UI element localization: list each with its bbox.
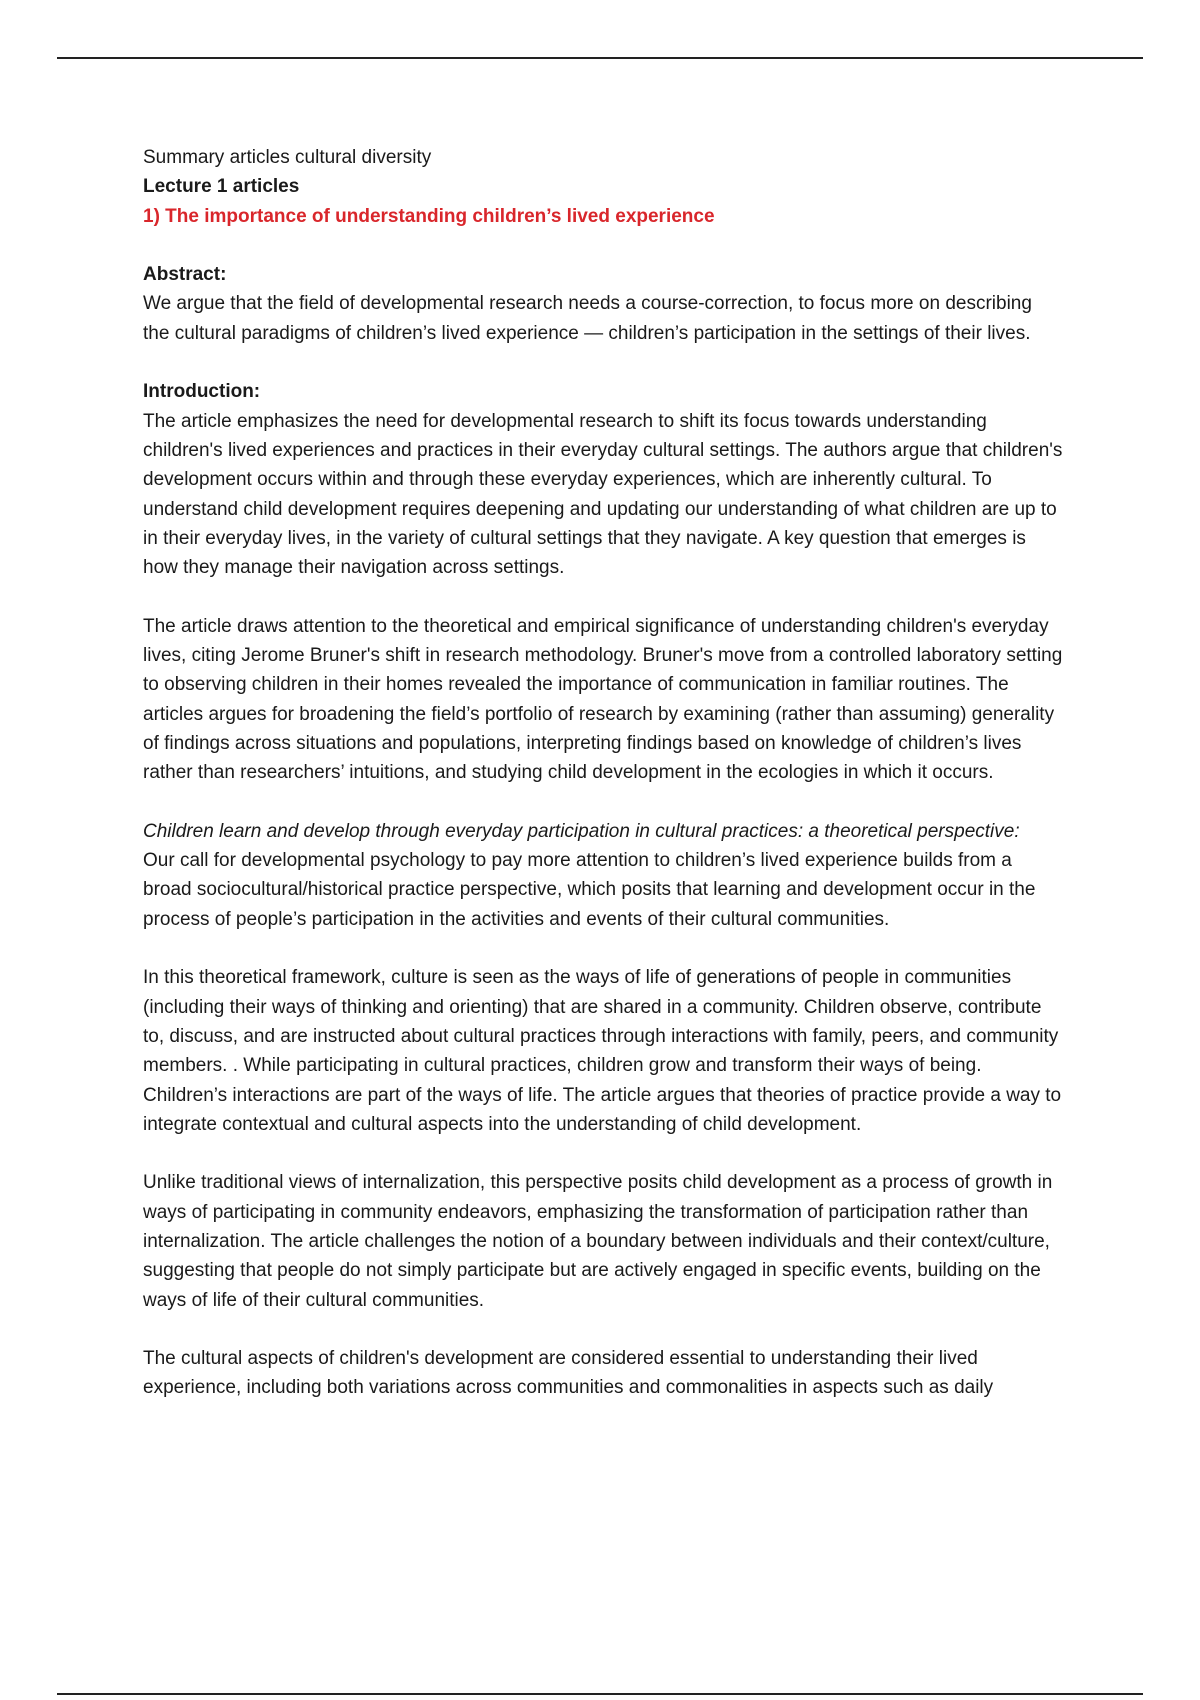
theory-heading: Children learn and develop through everyday participation in cultural practices: a theoretical perspective: bbox=[143, 820, 1020, 842]
introduction-paragraph: The article draws attention to the theoretical and empirical significance of understanding children's everyday lives, citing Jerome Bruner's shift in research methodology. Bruner's move from a controlled laboratory setting to observing children in their homes revealed the importance of communication in familiar routines. The articles argues for broadening the field’s portfolio of research by examining (rather than assuming) generality of findings across situations and populations, interpreting findings based on knowledge of children’s lives rather than researchers’ intuitions, and studying child development in the ecologies in which it occurs. bbox=[143, 615, 1063, 784]
theory-paragraph: In this theoretical framework, culture is seen as the ways of life of generations of people in communities (including their ways of thinking and orienting) that are shared in a community. Children observe, contribute to, discuss, and are instructed about cultural practices through interactions with family, peers, and community members. . While participating in cultural practices, children grow and transform their ways of being. Children’s interactions are part of the ways of life. The article argues that theories of practice provide a way to integrate contextual and cultural aspects into the understanding of child development. bbox=[143, 967, 1062, 1135]
theory-paragraph: Unlike traditional views of internalization, this perspective posits child development as a process of growth in ways of participating in community endeavors, emphasizing the transformation of participation rather than internalization. The article challenges the notion of a boundary between individuals and their context/culture, suggesting that people do not simply participate but are actively engaged in specific events, building on the ways of life of their cultural communities. bbox=[143, 1172, 1053, 1311]
introduction-paragraph: The article emphasizes the need for developmental research to shift its focus towards understanding children's lived experiences and practices in their everyday cultural settings. The authors argue that children's development occurs within and through these everyday experiences, which are inherently cultural. To understand child development requires deepening and updating our understanding of what children are up to in their everyday lives, in the variety of cultural settings that they navigate. A key question that emerges is how they manage their navigation across settings. bbox=[143, 410, 1063, 579]
abstract-heading: Abstract: bbox=[143, 264, 227, 286]
document-body bbox=[143, 143, 1063, 1403]
bottom-rule bbox=[57, 1693, 1143, 1695]
theory-paragraph: The cultural aspects of children's development are considered essential to understanding their lived experience, including both variations across communities and commonalities in aspects such as daily bbox=[143, 1348, 994, 1399]
introduction-heading: Introduction: bbox=[143, 381, 261, 403]
abstract-text: We argue that the field of developmental research needs a course-correction, to focus more on describing the cultural paradigms of children’s lived experience — children’s participation in the settings of their lives. bbox=[143, 293, 1032, 344]
theory-paragraph: Our call for developmental psychology to pay more attention to children’s lived experience builds from a broad sociocultural/historical practice perspective, which posits that learning and development occur in the process of people’s participation in the activities and events of their cultural communities. bbox=[143, 850, 1036, 930]
top-rule bbox=[57, 57, 1143, 59]
article-title: 1) The importance of understanding children’s lived experience bbox=[143, 205, 715, 227]
lecture-heading: Lecture 1 articles bbox=[143, 176, 300, 198]
document-title: Summary articles cultural diversity bbox=[143, 147, 432, 168]
